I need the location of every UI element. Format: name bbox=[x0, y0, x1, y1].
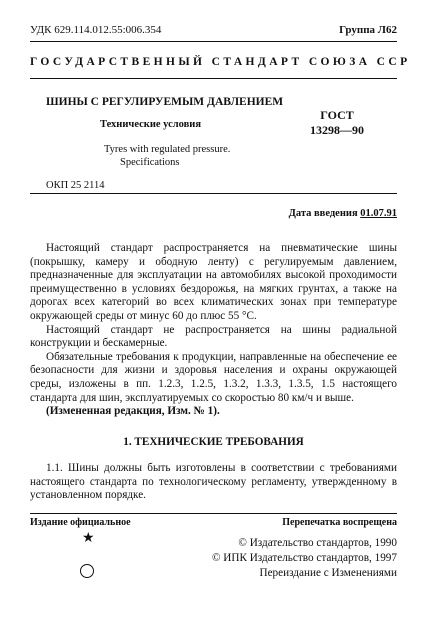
english-title-line2: Specifications bbox=[120, 157, 180, 168]
udk-code: УДК 629.114.012.55:006.354 bbox=[30, 24, 162, 36]
official-edition-label: Издание официальное bbox=[30, 517, 131, 528]
divider bbox=[30, 78, 397, 79]
paragraph-exclusions: Настоящий стандарт не распространяется на шины радиальной конструкции и бескамерные. bbox=[30, 323, 397, 350]
english-title bbox=[104, 143, 230, 169]
gost-label: ГОСТ bbox=[320, 108, 354, 122]
copyright-block bbox=[212, 536, 397, 581]
okp-code: ОКП 25 2114 bbox=[46, 180, 105, 191]
paragraph-scope: Настоящий стандарт распространяется на пневматические шины (покрышку, камеру и ободную ленту) с регулируемым давлением, предназначенные для эксплуатации на автомобилях высокой проходимости преимущественно в условиях бездорожья, на мягких грунтах, а также на дорогах всех категорий во всех климатических зонах при температуре окружающей среды от минус 60 до плюс 55 °С. bbox=[30, 242, 397, 322]
paragraph-requirements: Обязательные требования к продукции, направленные на обеспечение ее безопасности для жизни и здоровья населения и охраны окружающей среды, изложены в пп. 1.2.3, 1.2.5, 1.3.2, 1.3.3, 1.3.5, 1.5 настоящего стандарта для шин, эксплуатируемых со скоростью 80 км/ч и выше. bbox=[30, 350, 397, 404]
circle-icon bbox=[80, 564, 94, 578]
introduction-date-value: 01.07.91 bbox=[360, 208, 397, 219]
reissue-note: Переиздание с Изменениями bbox=[259, 567, 397, 579]
divider bbox=[30, 193, 397, 194]
english-title-line1: Tyres with regulated pressure. bbox=[104, 144, 231, 155]
divider bbox=[30, 41, 397, 42]
section-body bbox=[30, 462, 397, 503]
group-code: Группа Л62 bbox=[339, 24, 397, 36]
star-icon: ★ bbox=[82, 531, 95, 546]
gost-designation bbox=[310, 108, 364, 138]
introduction-date-label: Дата введения bbox=[288, 208, 358, 219]
divider bbox=[30, 513, 397, 514]
amendment-note: (Измененная редакция, Изм. № 1). bbox=[46, 405, 220, 418]
document-title: ШИНЫ С РЕГУЛИРУЕМЫМ ДАВЛЕНИЕМ bbox=[46, 96, 284, 108]
paragraph-1-1: 1.1. Шины должны быть изготовлены в соответствии с требованиями настоящего стандарта по технологическому регламенту, утвержденному в установленном порядке. bbox=[30, 462, 397, 502]
copyright-1997: © ИПК Издательство стандартов, 1997 bbox=[211, 552, 397, 564]
reprint-prohibited-label: Перепечатка воспрещена bbox=[282, 517, 397, 528]
gost-number: 13298—90 bbox=[310, 123, 364, 137]
section-heading: 1. ТЕХНИЧЕСКИЕ ТРЕБОВАНИЯ bbox=[123, 436, 304, 448]
copyright-1990: © Издательство стандартов, 1990 bbox=[238, 537, 397, 549]
standard-banner: ГОСУДАРСТВЕННЫЙ СТАНДАРТ СОЮЗА ССР bbox=[30, 56, 411, 68]
body-paragraphs bbox=[30, 242, 397, 419]
document-subtitle: Технические условия bbox=[100, 119, 202, 130]
introduction-date bbox=[289, 208, 397, 219]
